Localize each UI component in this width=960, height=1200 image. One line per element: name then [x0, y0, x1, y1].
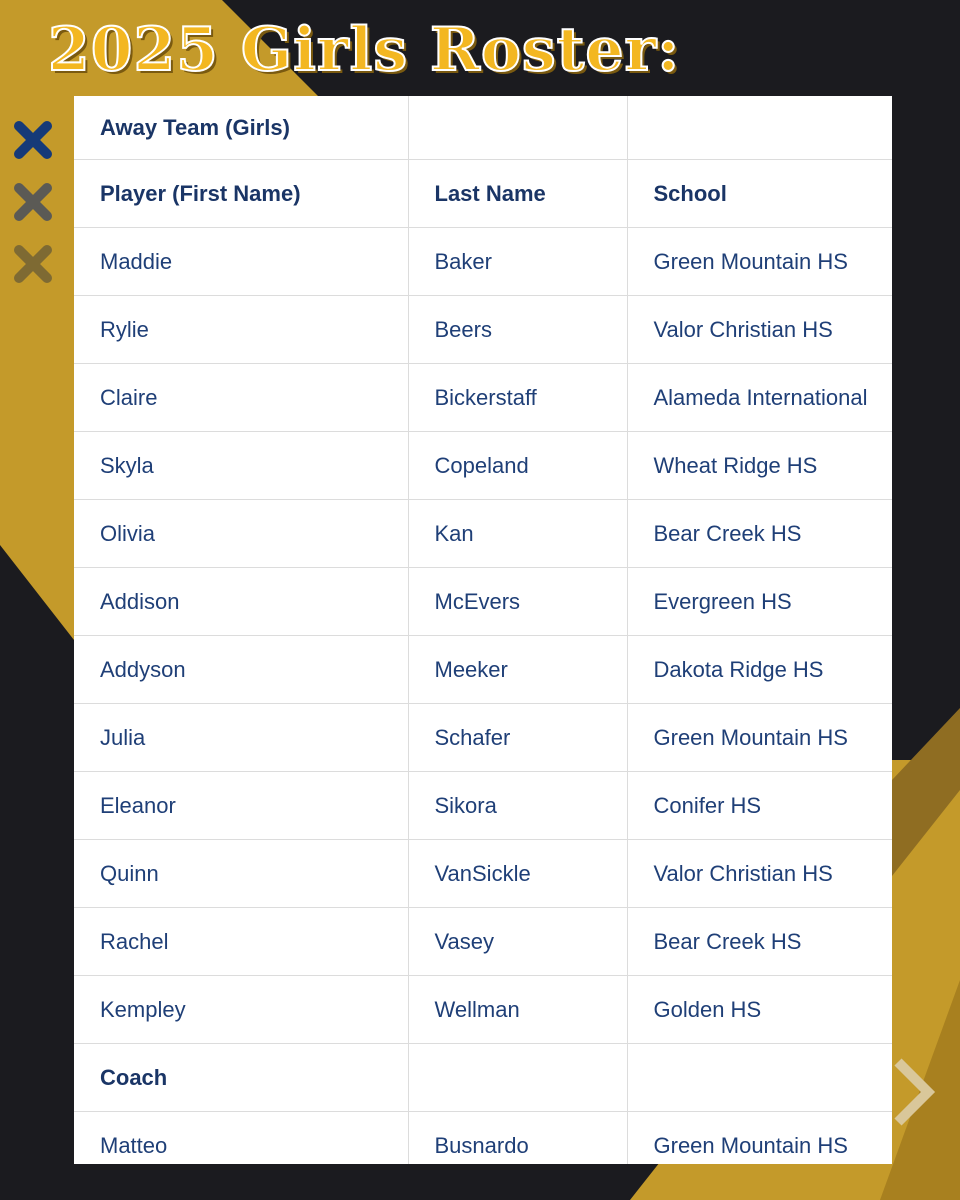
coach-header-cell: [408, 1044, 627, 1112]
player-first-name: Addison: [74, 568, 408, 636]
table-row: [74, 500, 892, 568]
player-school: Green Mountain HS: [627, 228, 892, 296]
column-header-last-name: Last Name: [408, 160, 627, 228]
player-school: Alameda International: [627, 364, 892, 432]
x-mark-icon: [11, 118, 55, 162]
table-row: [74, 772, 892, 840]
table-row: [74, 1112, 892, 1165]
player-last-name: Vasey: [408, 908, 627, 976]
column-header-row: [74, 160, 892, 228]
player-school: Bear Creek HS: [627, 500, 892, 568]
team-header-cell: Away Team (Girls): [74, 96, 408, 160]
player-first-name: Eleanor: [74, 772, 408, 840]
chevron-right-icon: [892, 1052, 940, 1132]
player-first-name: Maddie: [74, 228, 408, 296]
table-row: [74, 704, 892, 772]
coach-last-name: Busnardo: [408, 1112, 627, 1165]
player-first-name: Julia: [74, 704, 408, 772]
table-row: [74, 296, 892, 364]
player-last-name: Copeland: [408, 432, 627, 500]
roster-table: [74, 96, 892, 1164]
player-last-name: VanSickle: [408, 840, 627, 908]
table-row: [74, 840, 892, 908]
player-last-name: Kan: [408, 500, 627, 568]
x-mark-icon: [11, 242, 55, 286]
player-school: Evergreen HS: [627, 568, 892, 636]
roster-card: [74, 96, 892, 1164]
column-header-school: School: [627, 160, 892, 228]
player-first-name: Skyla: [74, 432, 408, 500]
player-last-name: Schafer: [408, 704, 627, 772]
player-first-name: Kempley: [74, 976, 408, 1044]
table-row: [74, 228, 892, 296]
player-last-name: Sikora: [408, 772, 627, 840]
coach-header-cell: [627, 1044, 892, 1112]
column-header-first-name: Player (First Name): [74, 160, 408, 228]
player-last-name: McEvers: [408, 568, 627, 636]
player-school: Wheat Ridge HS: [627, 432, 892, 500]
coach-first-name: Matteo: [74, 1112, 408, 1165]
player-last-name: Bickerstaff: [408, 364, 627, 432]
player-first-name: Quinn: [74, 840, 408, 908]
coach-header-cell: Coach: [74, 1044, 408, 1112]
player-first-name: Addyson: [74, 636, 408, 704]
player-last-name: Meeker: [408, 636, 627, 704]
player-first-name: Rachel: [74, 908, 408, 976]
table-row: [74, 432, 892, 500]
table-row: [74, 568, 892, 636]
player-last-name: Wellman: [408, 976, 627, 1044]
player-school: Valor Christian HS: [627, 840, 892, 908]
table-row: [74, 976, 892, 1044]
page-title: 2025 Girls Roster:: [48, 15, 681, 85]
player-school: Conifer HS: [627, 772, 892, 840]
player-first-name: Claire: [74, 364, 408, 432]
table-row: [74, 364, 892, 432]
x-mark-decorations: [11, 118, 55, 288]
team-header-cell: [627, 96, 892, 160]
player-school: Green Mountain HS: [627, 704, 892, 772]
player-school: Dakota Ridge HS: [627, 636, 892, 704]
table-row: [74, 636, 892, 704]
player-last-name: Baker: [408, 228, 627, 296]
team-header-cell: [408, 96, 627, 160]
player-first-name: Rylie: [74, 296, 408, 364]
team-header-row: [74, 96, 892, 160]
player-first-name: Olivia: [74, 500, 408, 568]
coach-header-row: [74, 1044, 892, 1112]
player-school: Valor Christian HS: [627, 296, 892, 364]
player-last-name: Beers: [408, 296, 627, 364]
coach-school: Green Mountain HS: [627, 1112, 892, 1165]
x-mark-icon: [11, 180, 55, 224]
table-row: [74, 908, 892, 976]
player-school: Golden HS: [627, 976, 892, 1044]
player-school: Bear Creek HS: [627, 908, 892, 976]
